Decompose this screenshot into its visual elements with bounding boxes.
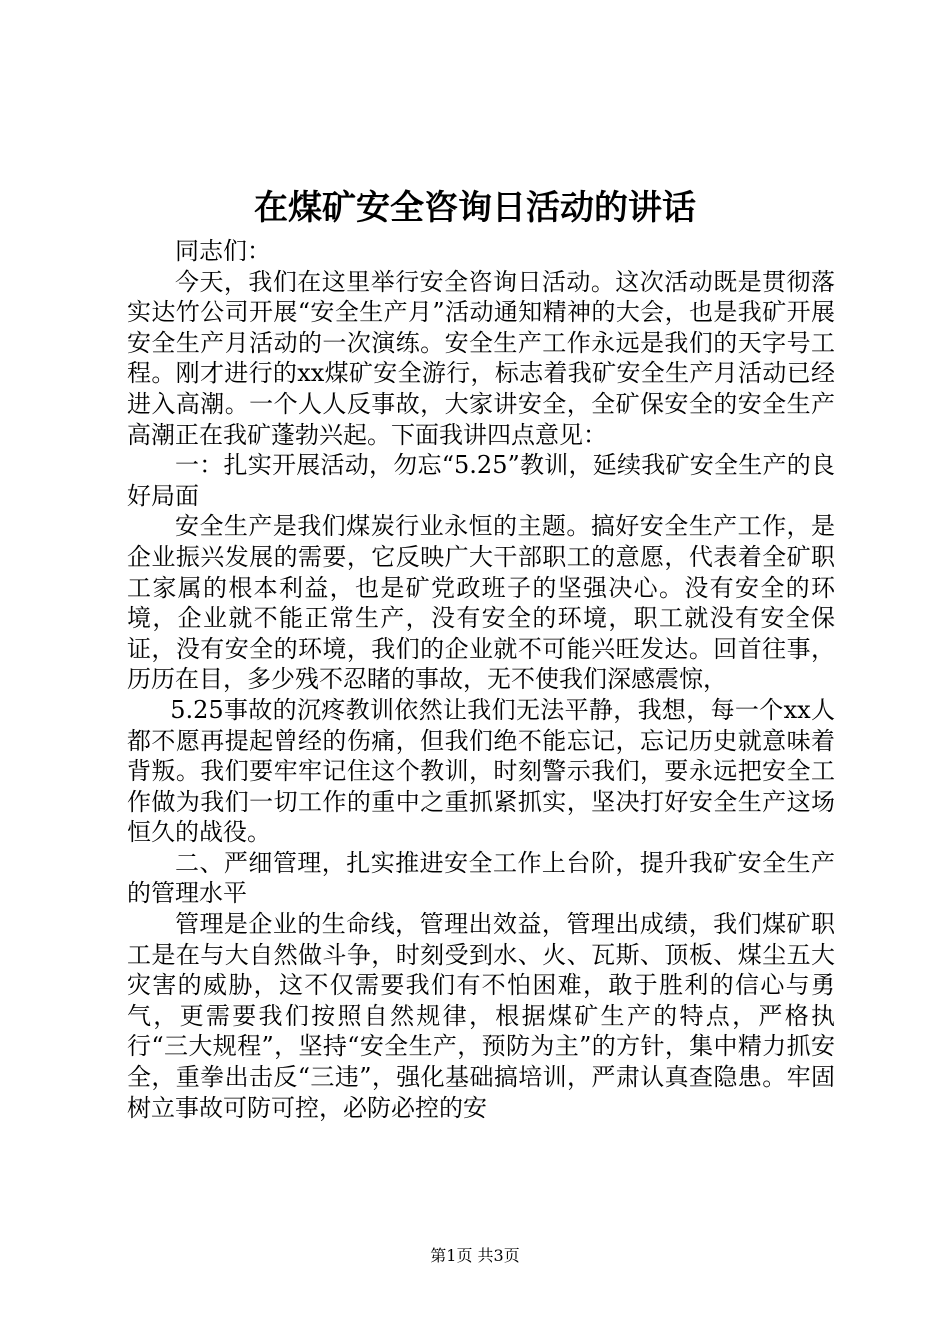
document-title: 在煤矿安全咨询日活动的讲话 xyxy=(254,188,696,228)
section-heading-2: 二、严细管理，扎实推进安全工作上台阶，提升我矿安全生产的管理水平 xyxy=(127,848,835,908)
salutation-paragraph: 同志们： xyxy=(175,237,271,265)
intro-paragraph: 今天，我们在这里举行安全咨询日活动。这次活动既是贯彻落实达竹公司开展“安全生产月”活动通知精神的大会，也是我矿开展安全生产月活动的一次演练。安全生产工作永远是我们的天字号工程。刚才进行的xx煤矿安全游行，标志着我矿安全生产月活动已经进入高潮。一个人人反事故，大家讲安全，全矿保安全的安全生产高潮正在我矿蓬勃兴起。下面我讲四点意见： xyxy=(127,267,835,449)
document-body xyxy=(127,236,835,1123)
body-paragraph: 管理是企业的生命线，管理出效益，管理出成绩，我们煤矿职工是在与大自然做斗争，时刻受到水、火、瓦斯、顶板、煤尘五大灾害的威胁，这不仅需要我们有不怕困难，敢于胜利的信心与勇气，更需要我们按照自然规律，根据煤矿生产的特点，严格执行“三大规程”，坚持“安全生产，预防为主”的方针，集中精力抓安全，重拳出击反“三违”，强化基础搞培训，严肃认真查隐患。牢固树立事故可防可控，必防必控的安 xyxy=(127,910,835,1122)
body-paragraph: 安全生产是我们煤炭行业永恒的主题。搞好安全生产工作，是企业振兴发展的需要，它反映广大干部职工的意愿，代表着全矿职工家属的根本利益，也是矿党政班子的坚强决心。没有安全的环境，企业就不能正常生产，没有安全的环境，职工就没有安全保证，没有安全的环境，我们的企业就不可能兴旺发达。回首往事，历历在目，多少残不忍睹的事故，无不使我们深感震惊， xyxy=(127,512,835,694)
body-paragraph: 5.25事故的沉疼教训依然让我们无法平静，我想，每一个xx人都不愿再提起曾经的伤痛，但我们绝不能忘记，忘记历史就意味着背叛。我们要牢牢记住这个教训，时刻警示我们，要永远把安全工作做为我们一切工作的重中之重抓紧抓实，坚决打好安全生产这场恒久的战役。 xyxy=(127,695,835,847)
section-heading-1: 一：扎实开展活动，勿忘“5.25”教训，延续我矿安全生产的良好局面 xyxy=(127,451,835,510)
page-number-footer: 第1页 共3页 xyxy=(430,1246,520,1265)
